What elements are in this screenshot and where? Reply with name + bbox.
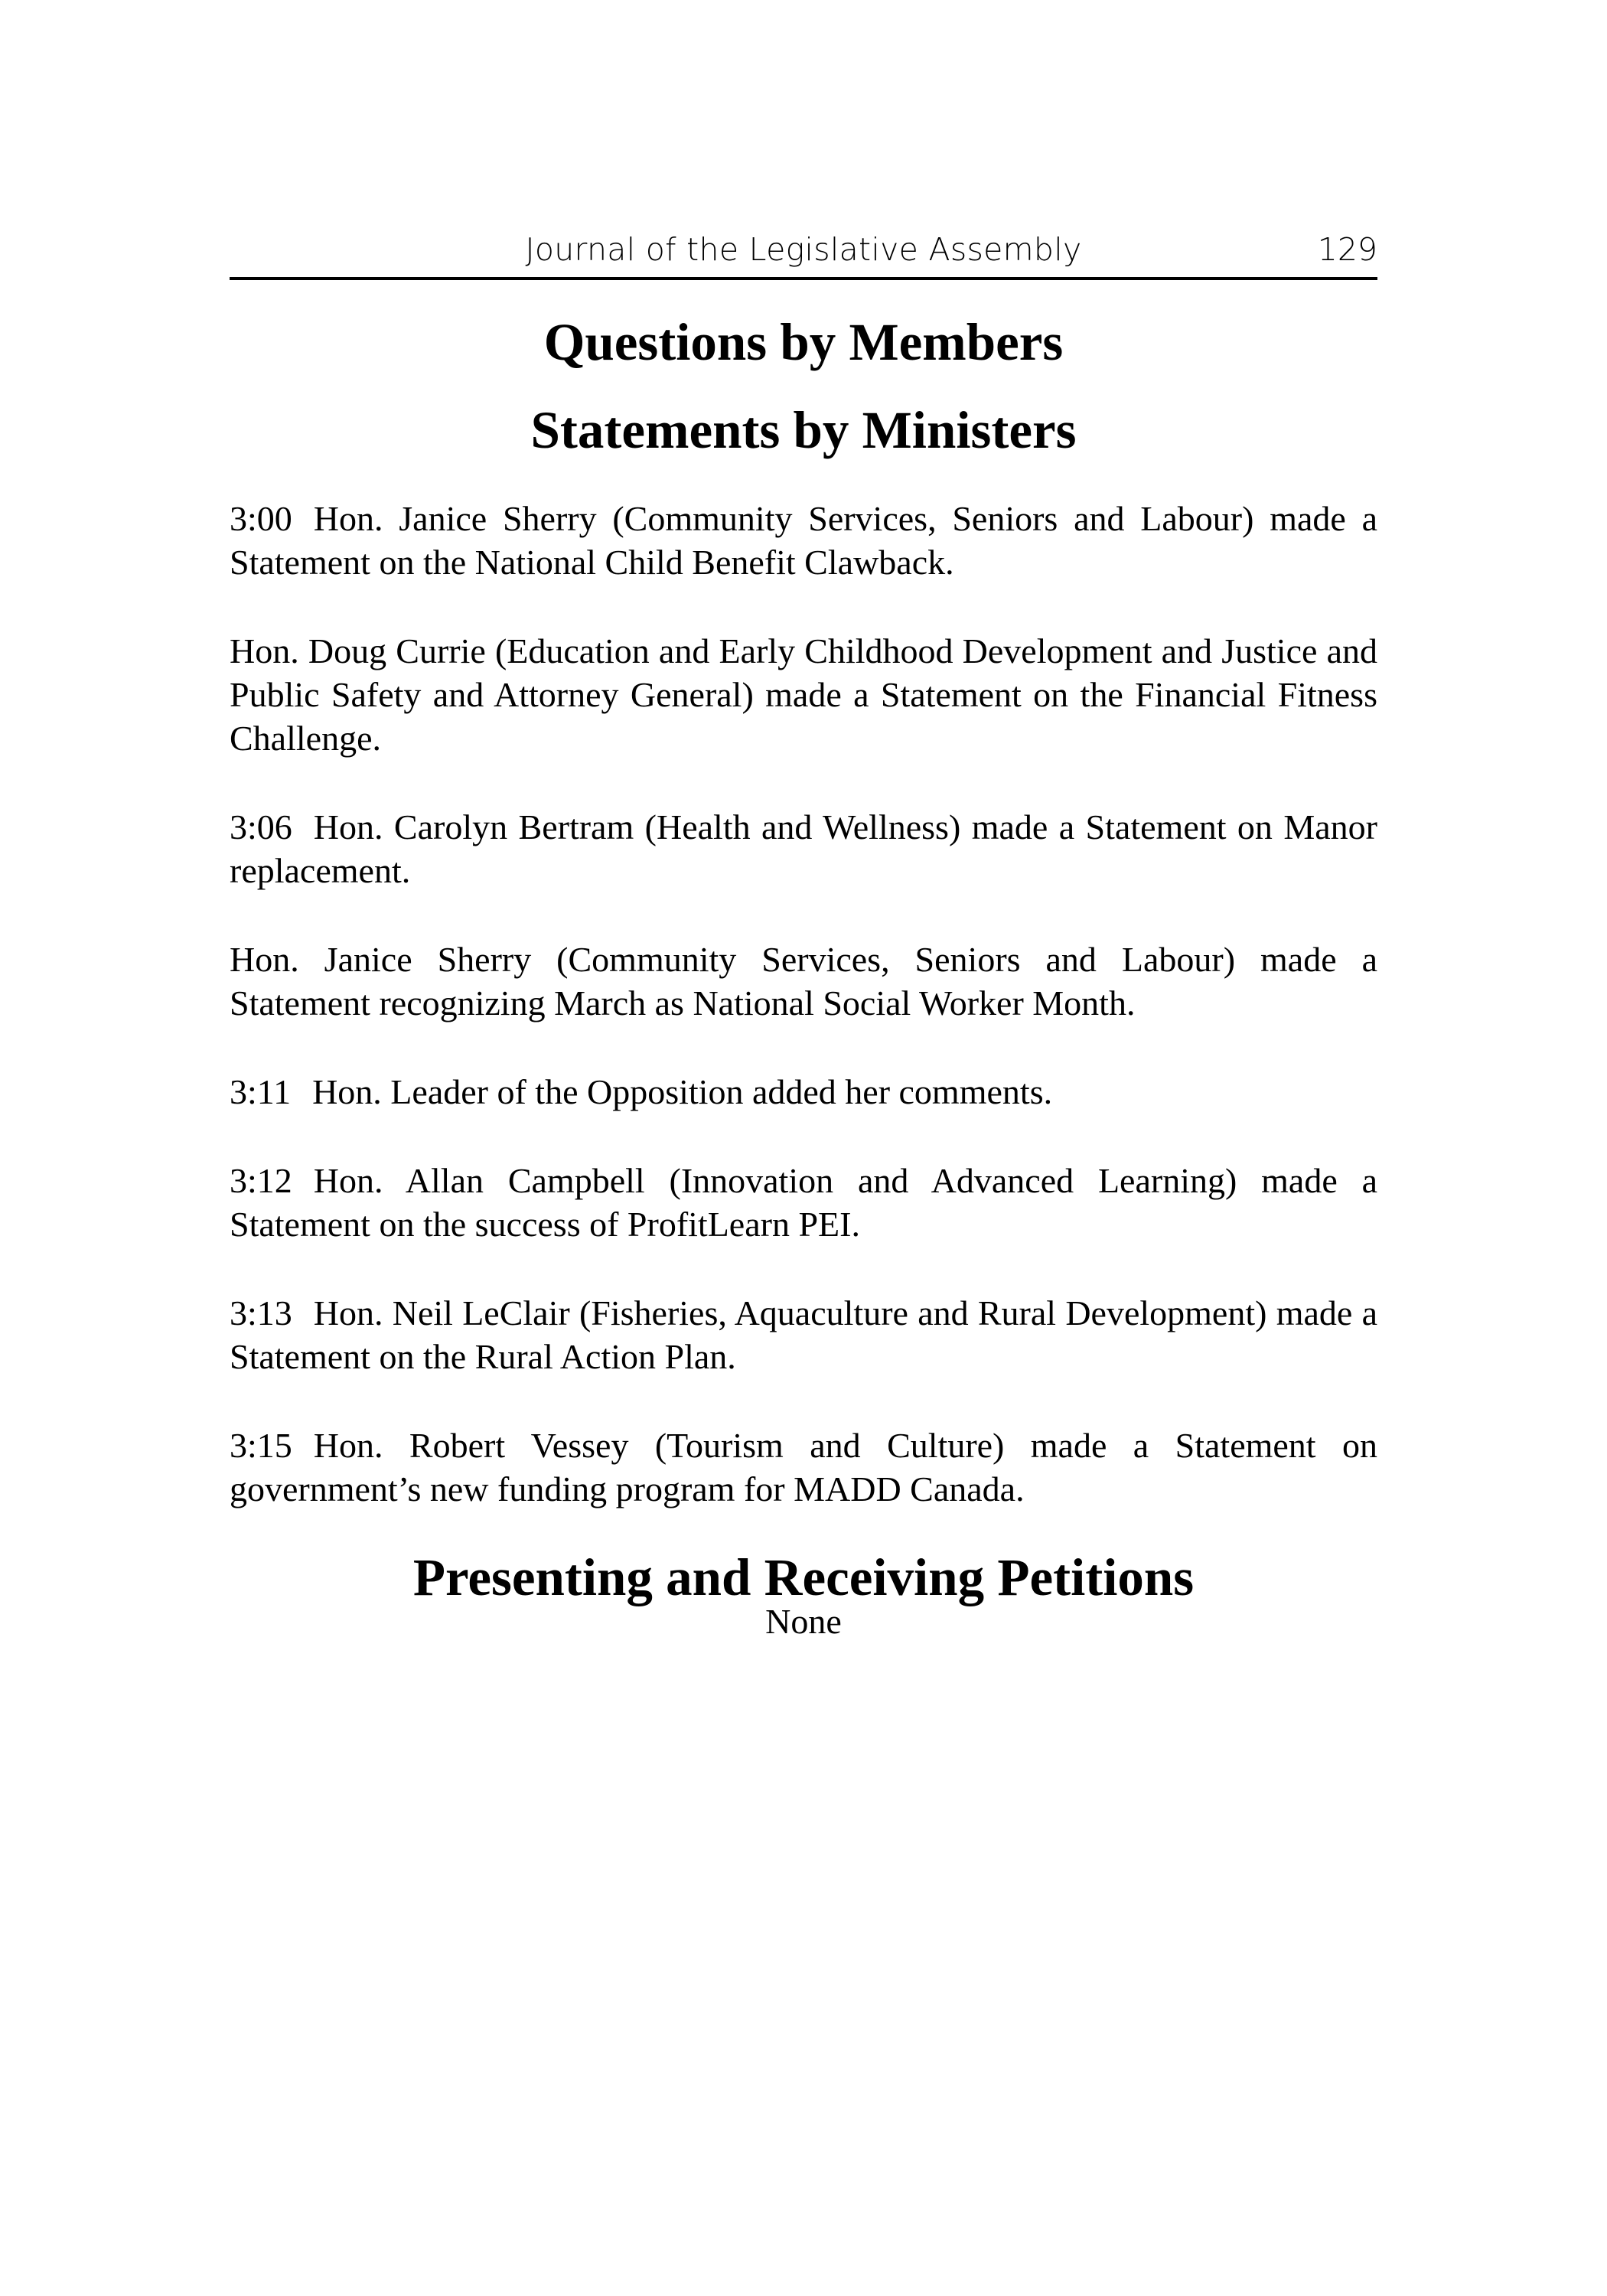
entry-time: 3:00: [230, 499, 292, 538]
entry-time: 3:15: [230, 1426, 292, 1465]
statement-entry: [230, 1424, 1377, 1511]
entry-time: 3:11: [230, 1072, 292, 1111]
petitions-none: None: [765, 1602, 842, 1641]
heading-questions-by-members: Questions by Members: [543, 313, 1064, 371]
running-header: [230, 230, 1377, 280]
page-body: [230, 313, 1377, 1643]
statement-entry: [230, 1070, 1377, 1114]
statement-entry: [230, 938, 1377, 1025]
page-number: 129: [1317, 231, 1377, 268]
entry-time: 3:12: [230, 1161, 292, 1200]
entry-text: Hon. Neil LeClair (Fisheries, Aquaculture and Rural Development) made a Statement on the Rural Action Plan.: [230, 1293, 1377, 1376]
statement-entry: [230, 629, 1377, 760]
statement-entry: [230, 1159, 1377, 1246]
statement-entry: [230, 497, 1377, 584]
entry-text: Hon. Janice Sherry (Community Services, Seniors and Labour) made a Statement recognizing March as National Social Worker Month.: [230, 940, 1377, 1022]
running-title: Journal of the Legislative Assembly: [525, 231, 1082, 268]
entry-time: 3:06: [230, 807, 292, 846]
heading-statements-by-ministers: Statements by Ministers: [530, 401, 1077, 459]
statement-entry: [230, 805, 1377, 892]
journal-page: [230, 230, 1377, 1643]
entry-time: 3:13: [230, 1293, 292, 1332]
entry-text: Hon. Leader of the Opposition added her comments.: [312, 1072, 1053, 1111]
entry-text: Hon. Janice Sherry (Community Services, Seniors and Labour) made a Statement on the National Child Benefit Clawback.: [230, 499, 1377, 582]
statement-entry: [230, 1291, 1377, 1378]
heading-presenting-and-receiving-petitions: Presenting and Receiving Petitions: [412, 1548, 1195, 1606]
entry-text: Hon. Carolyn Bertram (Health and Wellness) made a Statement on Manor replacement.: [230, 807, 1377, 890]
entry-text: Hon. Doug Currie (Education and Early Childhood Development and Justice and Public Safety and Attorney General) made a Statement on the Financial Fitness Challenge.: [230, 631, 1377, 758]
entry-text: Hon. Allan Campbell (Innovation and Advanced Learning) made a Statement on the success of ProfitLearn PEI.: [230, 1161, 1377, 1244]
entry-text: Hon. Robert Vessey (Tourism and Culture) made a Statement on government’s new funding program for MADD Canada.: [230, 1426, 1377, 1508]
